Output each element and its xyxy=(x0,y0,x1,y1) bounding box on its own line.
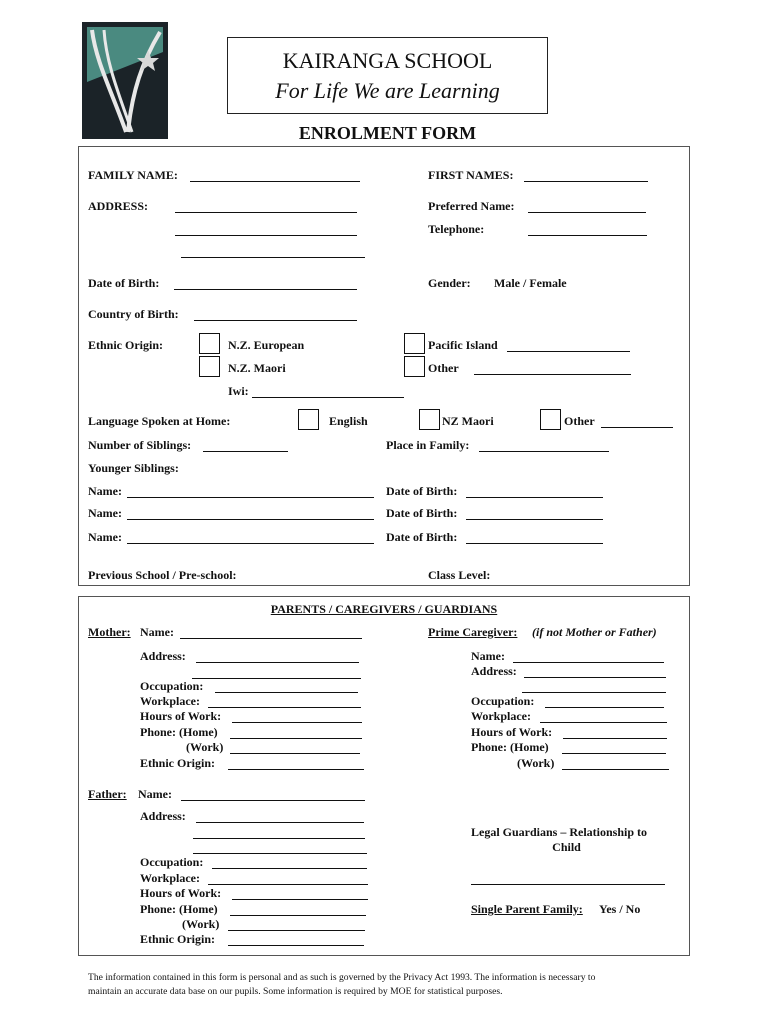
address-label: ADDRESS: xyxy=(88,199,149,213)
mother-workplace-field[interactable] xyxy=(208,707,361,708)
sibling-name-label-1: Name: xyxy=(88,484,122,498)
caregiver-phone-work-label: (Work) xyxy=(517,756,555,770)
single-parent-label: Single Parent Family: xyxy=(471,902,583,916)
legal-guardians-label-line2: Child xyxy=(552,840,581,854)
prime-caregiver-note: (if not Mother or Father) xyxy=(532,625,657,639)
address-field-2[interactable] xyxy=(175,235,357,236)
first-names-label: FIRST NAMES: xyxy=(428,168,514,182)
ethnic-option-nz-maori: N.Z. Maori xyxy=(228,361,286,375)
sibling-name-field-2[interactable] xyxy=(127,519,374,520)
mother-address-field-2[interactable] xyxy=(192,678,361,679)
father-address-field-3[interactable] xyxy=(193,853,367,854)
telephone-label: Telephone: xyxy=(428,222,485,236)
father-name-label: Name: xyxy=(138,787,172,801)
previous-school-label: Previous School / Pre-school: xyxy=(88,568,237,582)
checkbox-nz-european[interactable] xyxy=(199,333,220,354)
mother-phone-work-field[interactable] xyxy=(230,753,360,754)
sibling-dob-field-1[interactable] xyxy=(466,497,603,498)
sibling-name-label-2: Name: xyxy=(88,506,122,520)
father-name-field[interactable] xyxy=(181,800,365,801)
form-title: ENROLMENT FORM xyxy=(298,123,477,143)
father-phone-home-label: Phone: (Home) xyxy=(140,902,218,916)
class-level-label: Class Level: xyxy=(428,568,491,582)
legal-guardians-field[interactable] xyxy=(471,884,665,885)
caregiver-address-field-1[interactable] xyxy=(524,677,666,678)
father-address-field-2[interactable] xyxy=(193,838,365,839)
privacy-note-line1: The information contained in this form is personal and as such is governed by the Privacy Act 1993. The information is necessary to xyxy=(88,972,596,983)
mother-address-field-1[interactable] xyxy=(196,662,359,663)
family-name-label: FAMILY NAME: xyxy=(88,168,178,182)
caregiver-occupation-field[interactable] xyxy=(545,707,664,708)
father-label: Father: xyxy=(88,787,127,801)
sibling-dob-label-2: Date of Birth: xyxy=(386,506,458,520)
caregiver-address-field-2[interactable] xyxy=(522,692,666,693)
pacific-island-field[interactable] xyxy=(507,351,630,352)
sibling-name-field-3[interactable] xyxy=(127,543,374,544)
father-hours-label: Hours of Work: xyxy=(140,886,222,900)
caregiver-hours-field[interactable] xyxy=(563,738,667,739)
sibling-name-label-3: Name: xyxy=(88,530,122,544)
caregiver-hours-label: Hours of Work: xyxy=(471,725,553,739)
mother-ethnic-field[interactable] xyxy=(228,769,364,770)
family-name-field[interactable] xyxy=(190,181,360,182)
caregiver-workplace-field[interactable] xyxy=(540,722,667,723)
iwi-label: Iwi: xyxy=(228,384,249,398)
ethnic-other-field[interactable] xyxy=(474,374,631,375)
siblings-field[interactable] xyxy=(203,451,288,452)
mother-ethnic-label: Ethnic Origin: xyxy=(140,756,216,770)
siblings-label: Number of Siblings: xyxy=(88,438,192,452)
caregiver-phone-home-label: Phone: (Home) xyxy=(471,740,549,754)
mother-label: Mother: xyxy=(88,625,131,639)
father-phone-work-label: (Work) xyxy=(182,917,220,931)
mother-hours-label: Hours of Work: xyxy=(140,709,222,723)
caregiver-workplace-label: Workplace: xyxy=(471,709,531,723)
ethnic-origin-label: Ethnic Origin: xyxy=(88,338,164,352)
mother-name-field[interactable] xyxy=(180,638,362,639)
father-hours-field[interactable] xyxy=(232,899,368,900)
language-option-english: English xyxy=(329,414,368,428)
language-other-field[interactable] xyxy=(601,427,673,428)
mother-occupation-field[interactable] xyxy=(215,692,358,693)
father-address-field-1[interactable] xyxy=(196,822,364,823)
preferred-name-field[interactable] xyxy=(528,212,646,213)
single-parent-options[interactable]: Yes / No xyxy=(599,902,641,916)
sibling-dob-field-3[interactable] xyxy=(466,543,603,544)
parents-heading: PARENTS / CAREGIVERS / GUARDIANS xyxy=(270,602,498,616)
place-in-family-field[interactable] xyxy=(479,451,609,452)
school-logo xyxy=(82,22,168,139)
sibling-name-field-1[interactable] xyxy=(127,497,374,498)
address-field-1[interactable] xyxy=(175,212,357,213)
mother-name-label: Name: xyxy=(140,625,174,639)
mother-hours-field[interactable] xyxy=(232,722,362,723)
father-occupation-field[interactable] xyxy=(212,868,367,869)
mother-occupation-label: Occupation: xyxy=(140,679,204,693)
prime-caregiver-label: Prime Caregiver: xyxy=(428,625,518,639)
ethnic-option-nz-european: N.Z. European xyxy=(228,338,305,352)
sibling-dob-field-2[interactable] xyxy=(466,519,603,520)
caregiver-name-label: Name: xyxy=(471,649,505,663)
checkbox-ethnic-other[interactable] xyxy=(404,356,425,377)
father-ethnic-field[interactable] xyxy=(228,945,364,946)
father-occupation-label: Occupation: xyxy=(140,855,204,869)
mother-phone-home-field[interactable] xyxy=(230,738,362,739)
privacy-note-line2: maintain an accurate data base on our pupils. Some information is required by MOE for statistical purposes. xyxy=(88,986,503,997)
language-option-nz-maori: NZ Maori xyxy=(442,414,494,428)
address-field-3[interactable] xyxy=(181,257,365,258)
language-option-other: Other xyxy=(564,414,595,428)
school-motto: For Life We are Learning xyxy=(275,78,500,103)
father-address-label: Address: xyxy=(140,809,186,823)
caregiver-address-label: Address: xyxy=(471,664,517,678)
mother-phone-work-label: (Work) xyxy=(186,740,224,754)
checkbox-english[interactable] xyxy=(298,409,319,430)
gender-label: Gender: xyxy=(428,276,471,290)
ethnic-option-other: Other xyxy=(428,361,459,375)
mother-address-label: Address: xyxy=(140,649,186,663)
iwi-field[interactable] xyxy=(252,397,404,398)
checkbox-nz-maori[interactable] xyxy=(199,356,220,377)
place-in-family-label: Place in Family: xyxy=(386,438,470,452)
ethnic-option-pacific-island: Pacific Island xyxy=(428,338,498,352)
caregiver-name-field[interactable] xyxy=(513,662,664,663)
father-phone-home-field[interactable] xyxy=(230,915,366,916)
dob-label: Date of Birth: xyxy=(88,276,160,290)
checkbox-pacific-island[interactable] xyxy=(404,333,425,354)
mother-workplace-label: Workplace: xyxy=(140,694,200,708)
younger-siblings-label: Younger Siblings: xyxy=(88,461,179,475)
dob-field[interactable] xyxy=(174,289,357,290)
mother-phone-home-label: Phone: (Home) xyxy=(140,725,218,739)
sibling-dob-label-3: Date of Birth: xyxy=(386,530,458,544)
language-label: Language Spoken at Home: xyxy=(88,414,231,428)
father-workplace-label: Workplace: xyxy=(140,871,200,885)
country-of-birth-field[interactable] xyxy=(194,320,357,321)
caregiver-phone-work-field[interactable] xyxy=(562,769,669,770)
caregiver-phone-home-field[interactable] xyxy=(562,753,666,754)
legal-guardians-label: Legal Guardians – Relationship to xyxy=(471,825,648,839)
caregiver-occupation-label: Occupation: xyxy=(471,694,535,708)
telephone-field[interactable] xyxy=(528,235,647,236)
checkbox-language-other[interactable] xyxy=(540,409,561,430)
gender-options[interactable]: Male / Female xyxy=(494,276,567,290)
school-name: KAIRANGA SCHOOL xyxy=(282,48,493,73)
country-of-birth-label: Country of Birth: xyxy=(88,307,179,321)
sibling-dob-label-1: Date of Birth: xyxy=(386,484,458,498)
father-ethnic-label: Ethnic Origin: xyxy=(140,932,216,946)
father-workplace-field[interactable] xyxy=(208,884,368,885)
father-phone-work-field[interactable] xyxy=(228,930,365,931)
preferred-name-label: Preferred Name: xyxy=(428,199,515,213)
first-names-field[interactable] xyxy=(524,181,648,182)
checkbox-nz-maori-language[interactable] xyxy=(419,409,440,430)
